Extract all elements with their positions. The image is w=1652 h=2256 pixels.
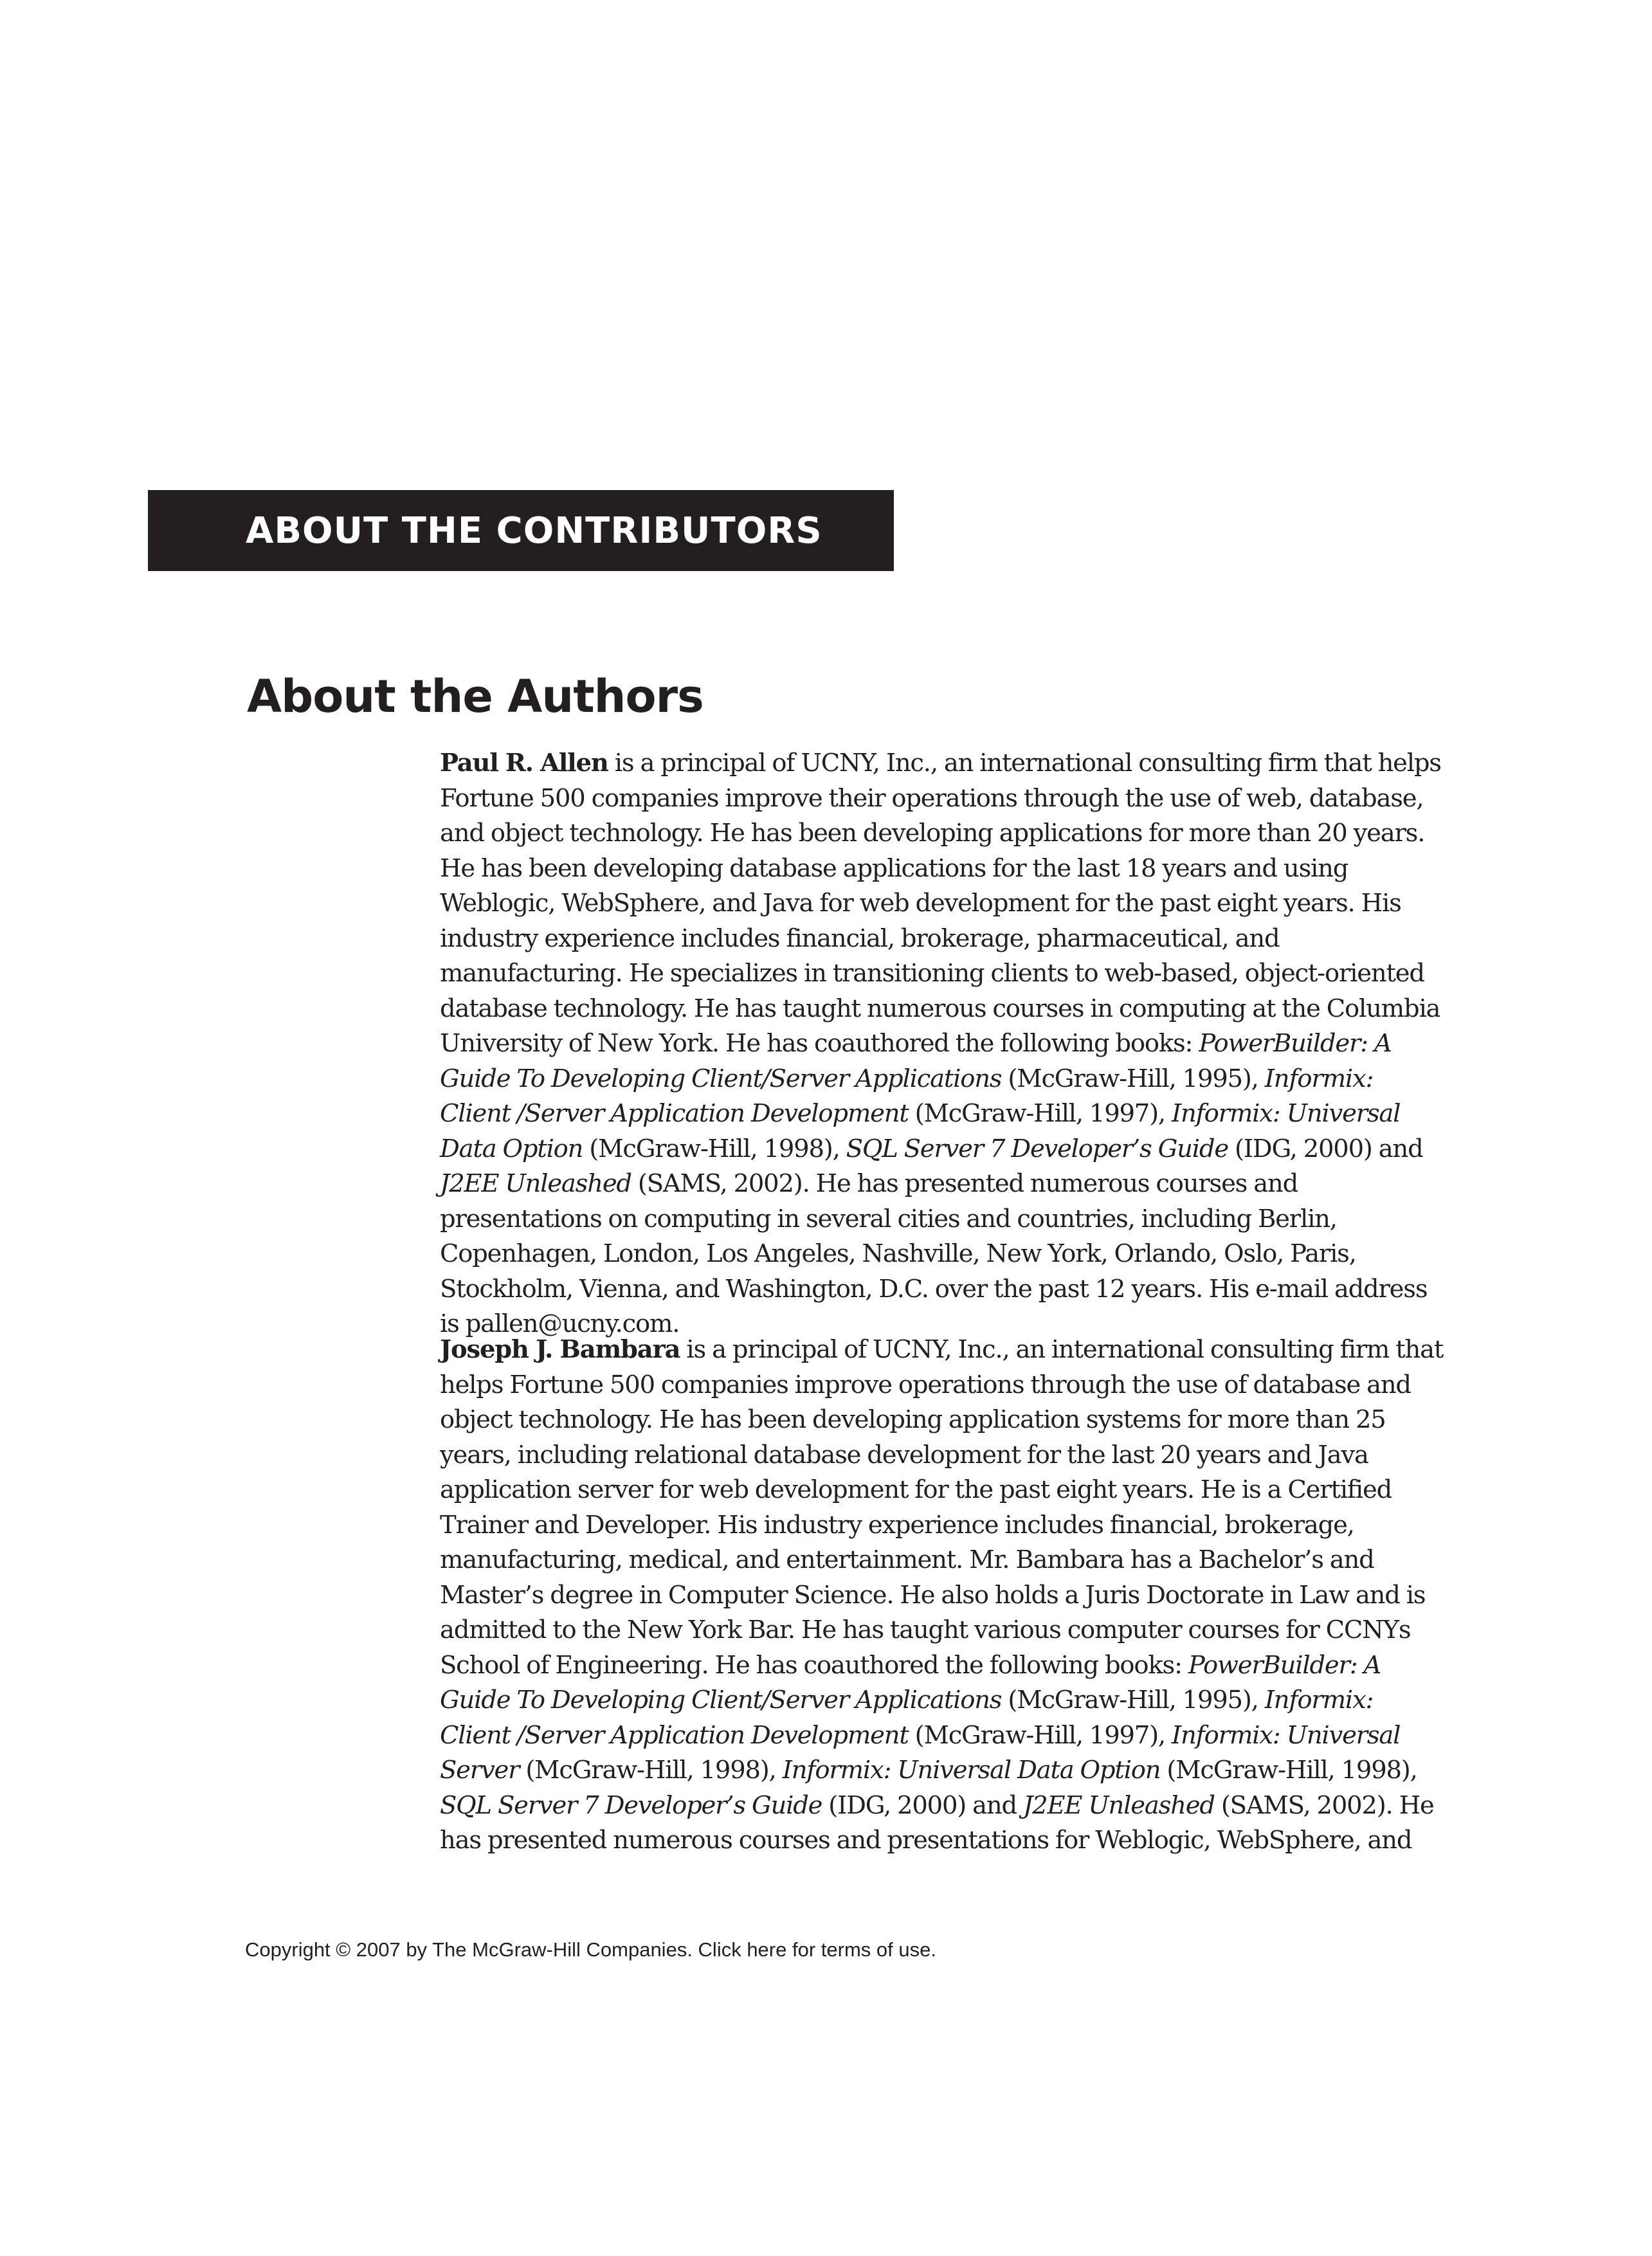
author-bio-allen	[440, 746, 1449, 1342]
book-title: Informix: Client /Server Application Development	[440, 1064, 1374, 1128]
author-name: Paul R. Allen	[440, 749, 608, 778]
book-title: PowerBuilder: A Guide To Developing Client/Server Applications	[440, 1650, 1381, 1715]
book-title: Informix: Client /Server Application Development	[440, 1686, 1374, 1750]
bio-text: is a principal of UCNY, Inc., an international consulting firm that helps Fortune 500 companies improve their operations through the use of web, database, and object technology. He has been developing applications for more than 20 years. He has been developing database applications for the last 18 years and using Weblogic, WebSphere, and Java for web development for the past eight years. His industry experience includes financial, brokerage, pharmaceutical, and manufacturing. He specializes in transitioning clients to web-based, object-oriented database technology. He has taught numerous courses in computing at the Columbia University of New York. He has coauthored the following books:	[440, 749, 1441, 1058]
copyright-footer	[245, 1938, 936, 1961]
bio-text: (McGraw-Hill, 1998),	[519, 1756, 783, 1785]
copyright-text: Copyright © 2007 by The McGraw-Hill Companies.	[245, 1938, 698, 1961]
chapter-title: ABOUT THE CONTRIBUTORS	[246, 509, 822, 552]
bio-text: (McGraw-Hill, 1995),	[1001, 1686, 1265, 1715]
bio-text: (McGraw-Hill, 1995),	[1001, 1064, 1265, 1093]
bio-text: is a principal of UCNY, Inc., an international consulting firm that helps Fortune 500 companies improve operations through the use of database and object technology. He has been developing application systems for more than 25 years, including relational database development for the last 20 years and Java application server for web development for the past eight years. He is a Certified Trainer and Developer. His industry experience includes financial, brokerage, manufacturing, medical, and entertainment. Mr. Bambara has a Bachelor’s and Master’s degree in Computer Science. He also holds a Juris Doctorate in Law and is admitted to the New York Bar. He has taught various computer courses for CCNYs School of Engineering. He has coauthored the following books:	[440, 1335, 1444, 1680]
section-heading: About the Authors	[247, 670, 703, 723]
book-title: SQL Server 7 Developer’s Guide	[846, 1134, 1228, 1163]
book-title: Informix: Universal Data Option	[440, 1099, 1401, 1163]
terms-of-use-link[interactable]: Click here for terms of use.	[698, 1938, 936, 1961]
bio-text: (IDG, 2000) and	[1228, 1134, 1423, 1163]
book-title: SQL Server 7 Developer’s Guide	[440, 1790, 822, 1820]
book-title: PowerBuilder: A Guide To Developing Client/Server Applications	[440, 1029, 1392, 1093]
bio-text: (McGraw-Hill, 1997),	[908, 1720, 1172, 1750]
bio-text: (McGraw-Hill, 1997),	[908, 1099, 1172, 1128]
book-title: Informix: Universal Server	[440, 1720, 1401, 1785]
bio-text: (SAMS, 2002). He has presented numerous courses and presentations for Weblogic, WebSphere, and	[440, 1790, 1434, 1855]
bio-text: (McGraw-Hill, 1998),	[583, 1134, 846, 1163]
book-title: J2EE Unleashed	[1022, 1790, 1215, 1820]
book-title: J2EE Unleashed	[440, 1169, 631, 1198]
author-name: Joseph J. Bambara	[440, 1335, 680, 1364]
bio-text: (SAMS, 2002). He has presented numerous courses and presentations on computing in several cities and countries, including Berlin, Copenhagen, London, Los Angeles, Nashville, New York, Orlando, Oslo, Paris, Stockholm, Vienna, and Washington, D.C. over the past 12 years. His e-mail address is pallen@ucny.com.	[440, 1169, 1428, 1338]
bio-text: (IDG, 2000) and	[822, 1790, 1023, 1820]
book-title: Informix: Universal Data Option	[782, 1756, 1161, 1785]
bio-text: (McGraw-Hill, 1998),	[1160, 1756, 1417, 1785]
author-bio-bambara	[440, 1333, 1449, 1859]
chapter-banner	[148, 490, 894, 571]
